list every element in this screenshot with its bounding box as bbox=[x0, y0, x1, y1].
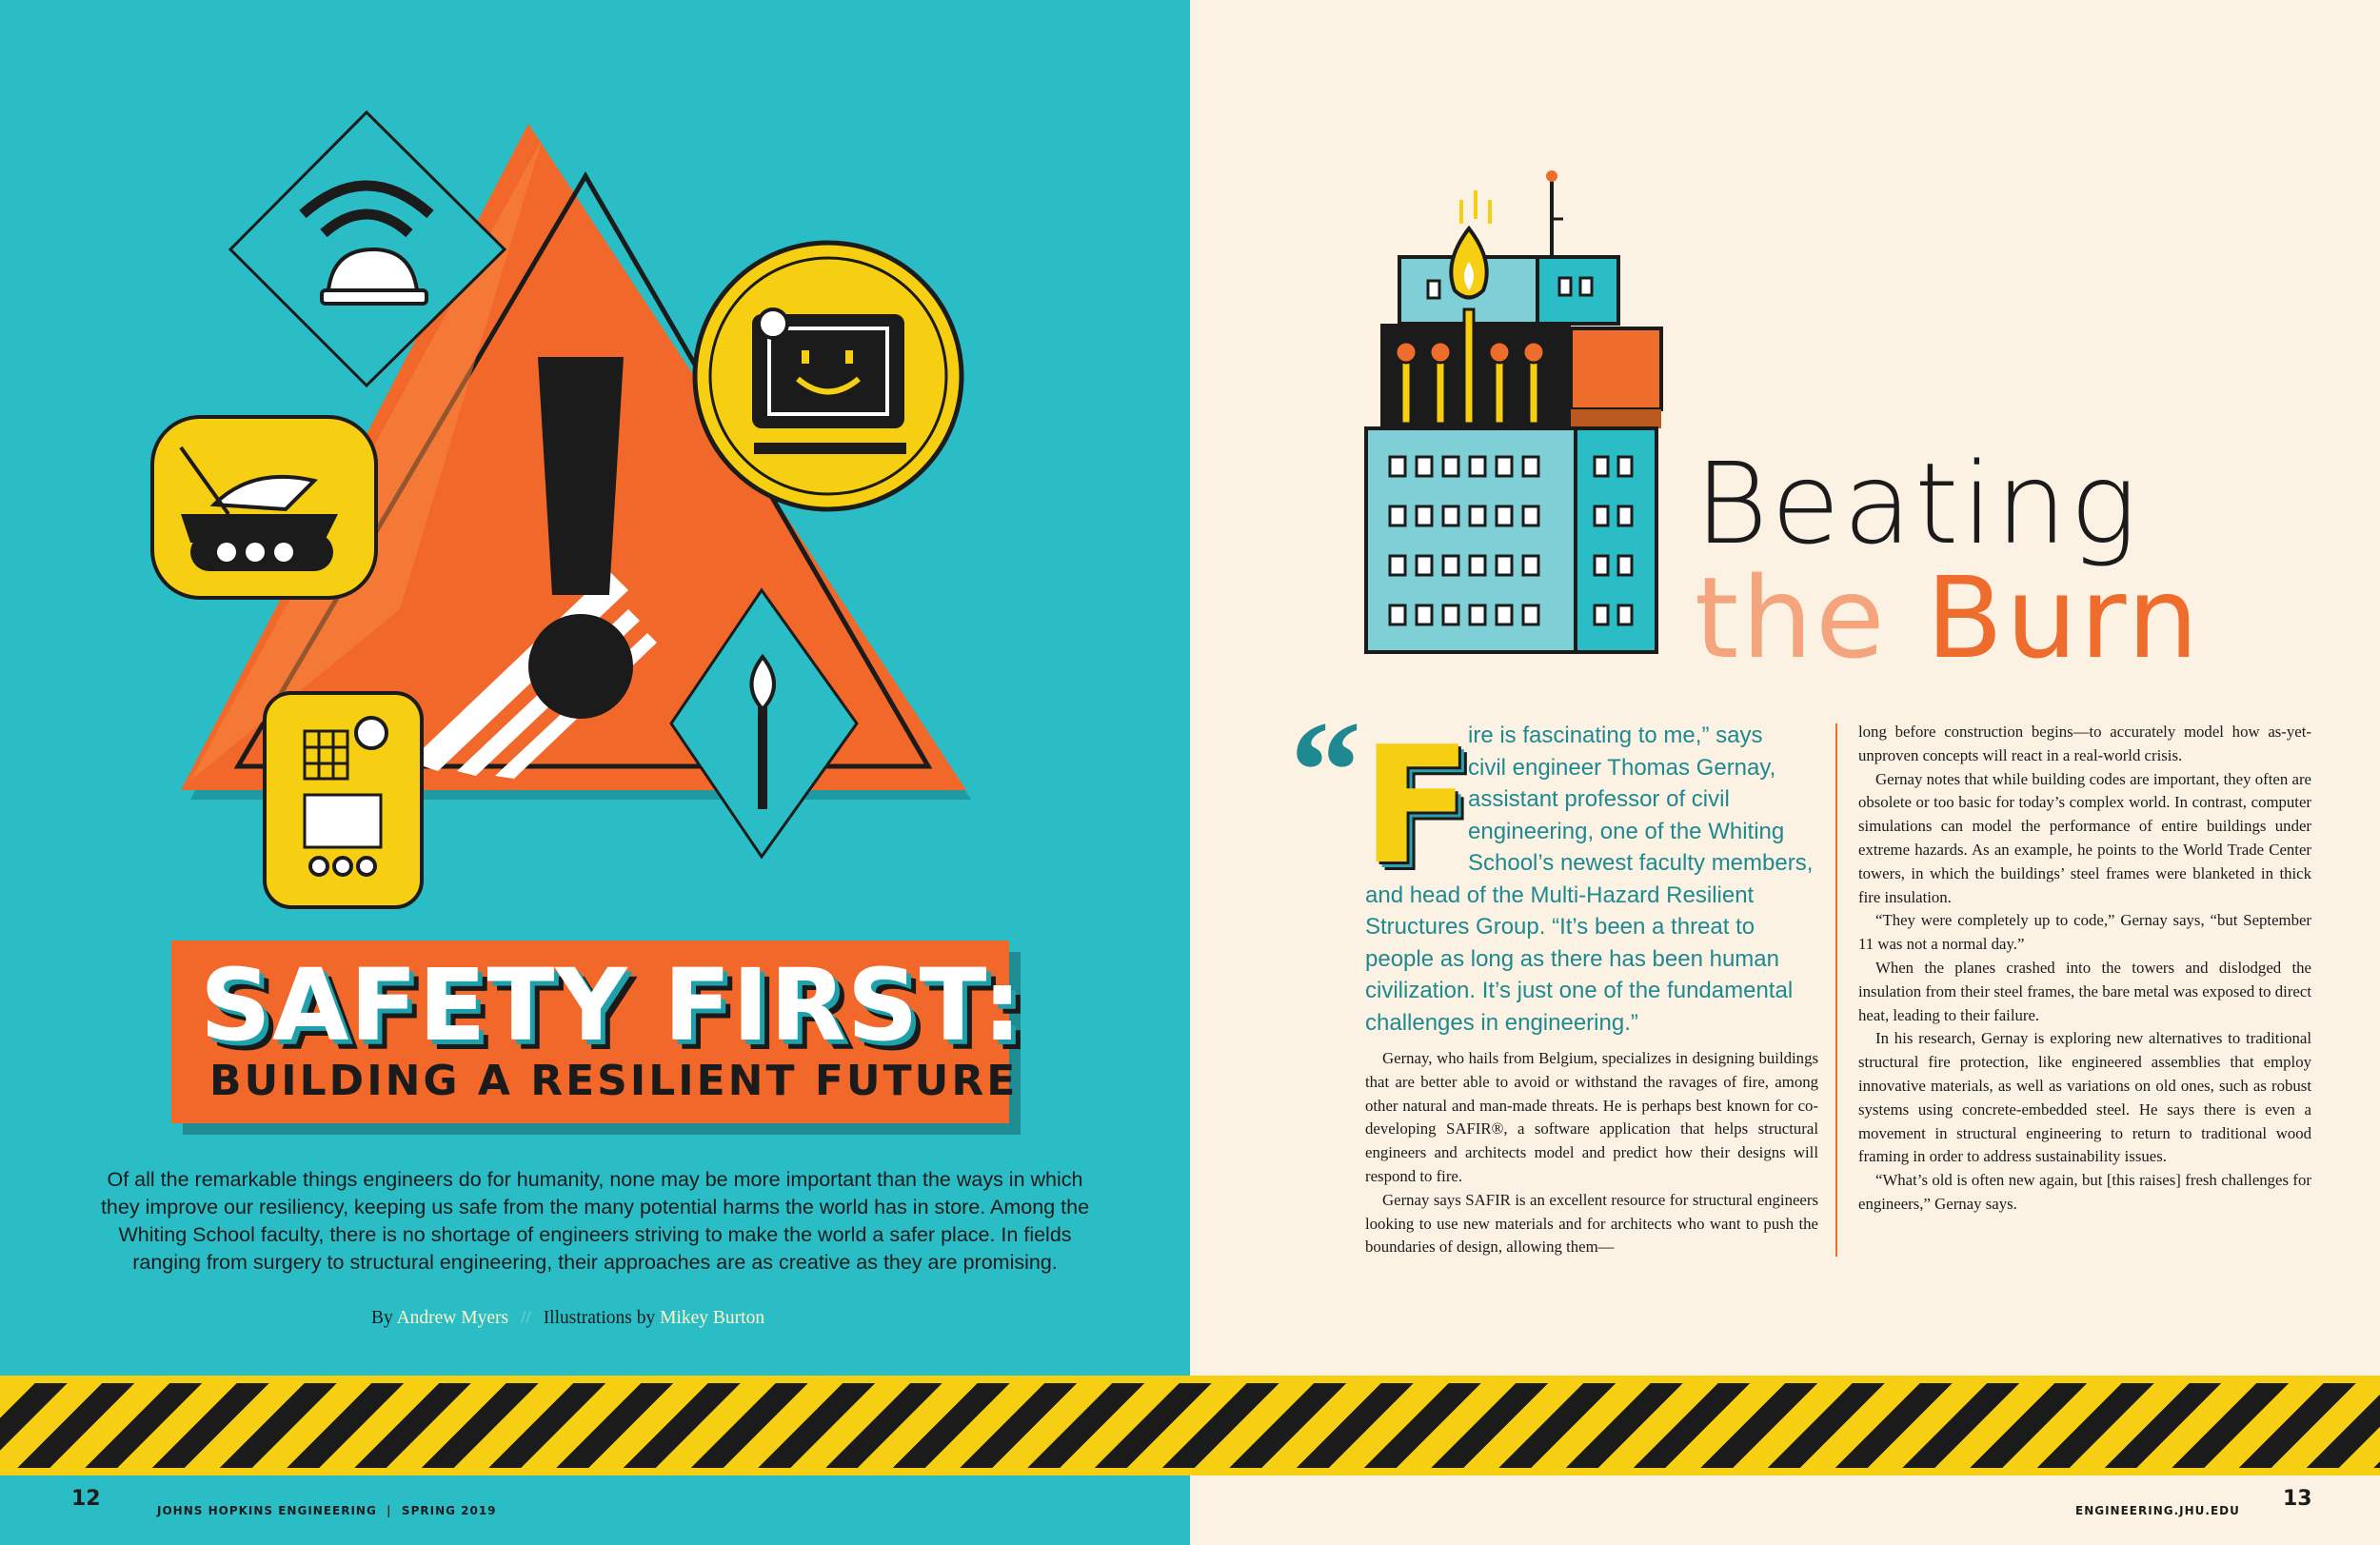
tank-icon bbox=[152, 417, 376, 598]
quote-mark: “ bbox=[1290, 692, 1361, 850]
safety-illustration bbox=[0, 0, 1190, 914]
headline-burn: Burn bbox=[1926, 552, 2202, 683]
page-number-right: 13 bbox=[2283, 1487, 2312, 1511]
pull-line: and head of the Multi-Hazard Resilient bbox=[1365, 881, 1755, 908]
body-paragraph: Gernay notes that while building codes are important, they often are obsolete or too basic for today’s complex world. In contrast, computer simulations can model the performance of entire buildings under extreme hazards. As an example, he points to the World Trade Center towers, in which the buildings’ steel frames were blanketed in thick fire insulation. bbox=[1858, 769, 2311, 906]
column-divider bbox=[1835, 723, 1837, 1257]
byline-by: By bbox=[371, 1308, 393, 1328]
byline bbox=[371, 1308, 866, 1329]
body-paragraph: “They were completely up to code,” Gernay says, “but September 11 was not a normal day.” bbox=[1858, 911, 2311, 954]
pull-line: assistant professor of civil bbox=[1468, 786, 1730, 812]
pull-line: civil engineer Thomas Gernay, bbox=[1468, 754, 1776, 781]
headline-the: the bbox=[1695, 552, 1927, 683]
byline-illustrator[interactable]: Mikey Burton bbox=[660, 1308, 765, 1328]
pull-line: people as long as there has been human bbox=[1365, 945, 1779, 972]
pull-line: Structures Group. “It’s been a threat to bbox=[1365, 914, 1755, 940]
body-paragraph: Gernay, who hails from Belgium, specializes in designing buildings that are better able to avoid or withstand the ravages of fire, among other natural and man-made threats. He is perhaps best known for co-developing SAFIR®, a software application that helps structural engineers and architects model and predict how their designs will respond to fire. bbox=[1365, 1049, 1818, 1185]
publication-name: JOHNS HOPKINS ENGINEERING | SPRING 2019 bbox=[157, 1504, 497, 1517]
intro-paragraph: Of all the remarkable things engineers do for humanity, none may be more important than the ways in which they improve our resiliency, keeping us safe from the many potential harms the world has in store. Among the Whiting School faculty, there is no shortage of engineers striving to make the world a safer place. In fields ranging from surgery to structural engineering, their approaches are as creative as they are promising. bbox=[100, 1168, 1090, 1274]
headline-beating: Beating bbox=[1695, 438, 2140, 569]
body-paragraph: long before construction begins—to accurately model how as-yet-unproven concepts will react in a real-world crisis. bbox=[1858, 723, 2311, 764]
byline-illustrations: Illustrations by bbox=[543, 1308, 656, 1328]
byline-separator: // bbox=[520, 1308, 531, 1328]
pull-line: civilization. It’s just one of the fundamental bbox=[1365, 978, 1794, 1003]
page-title: SAFETY FIRST: bbox=[200, 947, 1023, 1063]
pull-line: engineering, one of the Whiting bbox=[1468, 818, 1785, 844]
page-subtitle: BUILDING A RESILIENT FUTURE bbox=[209, 1057, 1019, 1105]
body-paragraph: Gernay says SAFIR is an excellent resource for structural engineers looking to use new materials and for architects who want to push the boundaries of design, allowing them— bbox=[1365, 1190, 1818, 1257]
pull-line: challenges in engineering.” bbox=[1365, 1009, 1638, 1036]
body-paragraph: When the planes crashed into the towers and dislodged the insulation from their steel frames, the bare metal was exposed to direct heat, leading to their failure. bbox=[1858, 958, 2311, 1024]
pull-line: ire is fascinating to me,” says bbox=[1468, 723, 1763, 748]
body-paragraph: “What’s old is often new again, but [this raises] fresh challenges for engineers,” Gernay says. bbox=[1858, 1171, 2311, 1213]
hazard-stripe bbox=[0, 1376, 2380, 1476]
control-panel-icon bbox=[265, 693, 422, 907]
pull-quote bbox=[1365, 720, 1818, 1039]
article-column-1 bbox=[1365, 1047, 1818, 1259]
smiley-computer-icon bbox=[695, 243, 962, 509]
website[interactable]: ENGINEERING.JHU.EDU bbox=[2075, 1504, 2240, 1517]
pull-line: School’s newest faculty members, bbox=[1468, 850, 1814, 876]
byline-author[interactable]: Andrew Myers bbox=[396, 1308, 509, 1328]
body-paragraph: In his research, Gernay is exploring new alternatives to traditional structural fire protection, like engineered assemblies that employ innovative materials, as well as variations on old ones, such as robust systems using concrete-embedded steel. He says there is even a movement in structural engineering to return to traditional wood framing in order to address sustainability issues. bbox=[1858, 1029, 2311, 1166]
drop-cap: F bbox=[1361, 712, 1473, 901]
headline-the-burn bbox=[1695, 552, 2202, 683]
article-column-2 bbox=[1858, 721, 2311, 1217]
burning-building-icon bbox=[1352, 162, 1666, 666]
page-number-left: 12 bbox=[71, 1487, 101, 1511]
